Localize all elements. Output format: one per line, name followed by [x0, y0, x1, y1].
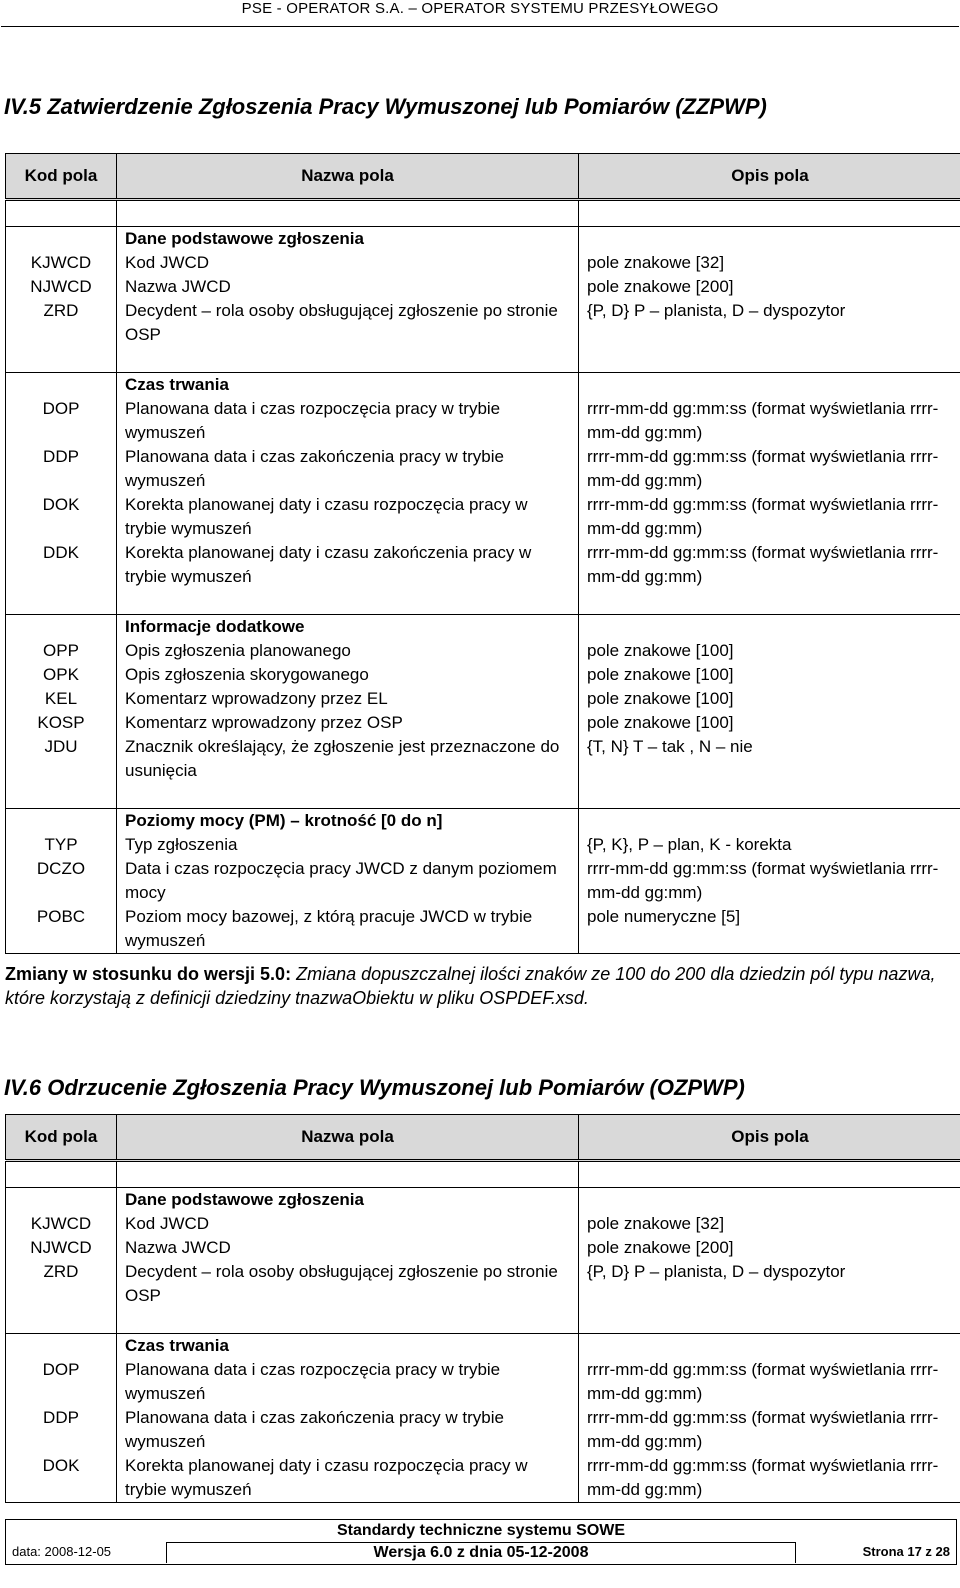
header-opis-pola: Opis pola: [579, 154, 960, 200]
spacer-cell: [6, 200, 117, 227]
field-code: ZRD: [6, 1260, 117, 1308]
field-code: DOK: [6, 1454, 117, 1503]
field-description: {T, N} T – tak , N – nie: [579, 735, 960, 783]
running-header: PSE - OPERATOR S.A. – OPERATOR SYSTEMU PRZESYŁOWEGO: [1, 0, 959, 27]
group-label: Informacje dodatkowe: [117, 615, 579, 640]
table-row: [6, 711, 960, 735]
changes-label: Zmiany w stosunku do wersji 5.0:: [5, 964, 292, 984]
field-code: ZRD: [6, 299, 117, 347]
spacer-cell: [117, 1308, 579, 1334]
table-row: [6, 905, 960, 954]
field-description: pole numeryczne [5]: [579, 905, 960, 954]
field-description: rrrr-mm-dd gg:mm:ss (format wyświetlania rrrr-mm-dd gg:mm): [579, 493, 960, 541]
spacer-cell: [579, 783, 960, 809]
empty-cell: [6, 809, 117, 834]
group-label: Dane podstawowe zgłoszenia: [117, 227, 579, 252]
empty-cell: [6, 227, 117, 252]
field-description: {P, D} P – planista, D – dyspozytor: [579, 299, 960, 347]
header-kod-pola: Kod pola: [6, 1115, 117, 1161]
field-description: rrrr-mm-dd gg:mm:ss (format wyświetlania rrrr-mm-dd gg:mm): [579, 857, 960, 905]
field-description: rrrr-mm-dd gg:mm:ss (format wyświetlania rrrr-mm-dd gg:mm): [579, 1406, 960, 1454]
table-row: [6, 275, 960, 299]
field-description: {P, D} P – planista, D – dyspozytor: [579, 1260, 960, 1308]
field-code: DOP: [6, 397, 117, 445]
field-name: Planowana data i czas rozpoczęcia pracy w trybie wymuszeń: [117, 1358, 579, 1406]
field-description: {P, K}, P – plan, K - korekta: [579, 833, 960, 857]
field-name: Korekta planowanej daty i czasu zakończenia pracy w trybie wymuszeń: [117, 541, 579, 589]
table-row: [6, 493, 960, 541]
field-description: pole znakowe [100]: [579, 687, 960, 711]
field-table-zzpwp: [5, 153, 960, 954]
group-label: Dane podstawowe zgłoszenia: [117, 1188, 579, 1213]
table-row: [6, 857, 960, 905]
changes-note: [5, 962, 955, 1010]
table-row: [6, 1358, 960, 1406]
empty-cell: [579, 1334, 960, 1359]
spacer-cell: [579, 1161, 960, 1188]
spacer-cell: [6, 783, 117, 809]
footer-version: Wersja 6.0 z dnia 05-12-2008: [373, 1544, 589, 1561]
field-description: rrrr-mm-dd gg:mm:ss (format wyświetlania rrrr-mm-dd gg:mm): [579, 397, 960, 445]
empty-cell: [579, 1188, 960, 1213]
table-row: [6, 663, 960, 687]
spacer-cell: [117, 783, 579, 809]
header-kod-pola: Kod pola: [6, 154, 117, 200]
group-header-row: [6, 1188, 960, 1213]
field-description: pole znakowe [100]: [579, 711, 960, 735]
spacer-cell: [117, 200, 579, 227]
table-row: [6, 1236, 960, 1260]
table-row: [6, 833, 960, 857]
field-code: DOP: [6, 1358, 117, 1406]
field-name: Komentarz wprowadzony przez OSP: [117, 711, 579, 735]
field-code: NJWCD: [6, 275, 117, 299]
changes-text: Zmiana dopuszczalnej ilości znaków ze 100 do 200 dla dziedzin pól typu nazwa, które korzystają z definicji dziedziny tnazwaObiektu w pliku OSPDEF.xsd.: [5, 964, 936, 1008]
field-name: Nazwa JWCD: [117, 275, 579, 299]
group-header-row: [6, 809, 960, 834]
spacer-row: [6, 1308, 960, 1334]
field-code: OPK: [6, 663, 117, 687]
field-code: DDP: [6, 1406, 117, 1454]
table-row: [6, 251, 960, 275]
field-description: rrrr-mm-dd gg:mm:ss (format wyświetlania rrrr-mm-dd gg:mm): [579, 1454, 960, 1503]
field-name: Kod JWCD: [117, 251, 579, 275]
footer-date: data: 2008-12-05: [12, 1544, 112, 1559]
table-row: [6, 1454, 960, 1503]
field-code: KJWCD: [6, 1212, 117, 1236]
field-code: NJWCD: [6, 1236, 117, 1260]
group-header-row: [6, 373, 960, 398]
field-name: Data i czas rozpoczęcia pracy JWCD z danym poziomem mocy: [117, 857, 579, 905]
field-name: Planowana data i czas zakończenia pracy w trybie wymuszeń: [117, 445, 579, 493]
field-name: Korekta planowanej daty i czasu rozpoczęcia pracy w trybie wymuszeń: [117, 1454, 579, 1503]
spacer-cell: [6, 589, 117, 615]
field-name: Korekta planowanej daty i czasu rozpoczęcia pracy w trybie wymuszeń: [117, 493, 579, 541]
empty-cell: [6, 615, 117, 640]
field-table-ozpwp: [5, 1114, 960, 1503]
table-row: [6, 397, 960, 445]
field-description: pole znakowe [200]: [579, 1236, 960, 1260]
table-row: [6, 541, 960, 589]
spacer-row: [6, 200, 960, 227]
footer-standard: Standardy techniczne systemu SOWE: [336, 1522, 626, 1539]
spacer-cell: [579, 200, 960, 227]
field-name: Planowana data i czas zakończenia pracy w trybie wymuszeń: [117, 1406, 579, 1454]
spacer-cell: [6, 1308, 117, 1334]
empty-cell: [579, 809, 960, 834]
table-row: [6, 687, 960, 711]
group-label: Czas trwania: [117, 373, 579, 398]
field-name: Znacznik określający, że zgłoszenie jest przeznaczone do usunięcia: [117, 735, 579, 783]
spacer-row: [6, 783, 960, 809]
spacer-cell: [117, 347, 579, 373]
table-row: [6, 445, 960, 493]
field-description: rrrr-mm-dd gg:mm:ss (format wyświetlania rrrr-mm-dd gg:mm): [579, 541, 960, 589]
field-name: Opis zgłoszenia skorygowanego: [117, 663, 579, 687]
table-row: [6, 299, 960, 347]
field-description: pole znakowe [32]: [579, 251, 960, 275]
header-opis-pola: Opis pola: [579, 1115, 960, 1161]
field-name: Komentarz wprowadzony przez EL: [117, 687, 579, 711]
field-description: pole znakowe [32]: [579, 1212, 960, 1236]
field-code: DDK: [6, 541, 117, 589]
table-header-row: [6, 154, 960, 200]
field-name: Planowana data i czas rozpoczęcia pracy w trybie wymuszeń: [117, 397, 579, 445]
empty-cell: [579, 615, 960, 640]
field-name: Nazwa JWCD: [117, 1236, 579, 1260]
group-label: Poziomy mocy (PM) – krotność [0 do n]: [117, 809, 579, 834]
group-header-row: [6, 1334, 960, 1359]
table-row: [6, 639, 960, 663]
footer-page-number: Strona 17 z 28: [862, 1544, 950, 1559]
field-code: DCZO: [6, 857, 117, 905]
field-name: Opis zgłoszenia planowanego: [117, 639, 579, 663]
spacer-row: [6, 347, 960, 373]
empty-cell: [579, 227, 960, 252]
group-header-row: [6, 227, 960, 252]
table-header-row: [6, 1115, 960, 1161]
field-code: POBC: [6, 905, 117, 954]
field-code: KJWCD: [6, 251, 117, 275]
field-code: DDP: [6, 445, 117, 493]
field-description: rrrr-mm-dd gg:mm:ss (format wyświetlania rrrr-mm-dd gg:mm): [579, 1358, 960, 1406]
spacer-cell: [579, 589, 960, 615]
field-name: Typ zgłoszenia: [117, 833, 579, 857]
group-label: Czas trwania: [117, 1334, 579, 1359]
field-code: KEL: [6, 687, 117, 711]
header-nazwa-pola: Nazwa pola: [117, 154, 579, 200]
table-row: [6, 1260, 960, 1308]
field-code: DOK: [6, 493, 117, 541]
spacer-row: [6, 589, 960, 615]
spacer-cell: [117, 1161, 579, 1188]
field-code: TYP: [6, 833, 117, 857]
empty-cell: [6, 1334, 117, 1359]
empty-cell: [6, 1188, 117, 1213]
spacer-cell: [579, 1308, 960, 1334]
field-name: Decydent – rola osoby obsługującej zgłoszenie po stronie OSP: [117, 1260, 579, 1308]
field-name: Decydent – rola osoby obsługującej zgłoszenie po stronie OSP: [117, 299, 579, 347]
field-description: pole znakowe [100]: [579, 663, 960, 687]
table-row: [6, 1406, 960, 1454]
field-description: rrrr-mm-dd gg:mm:ss (format wyświetlania rrrr-mm-dd gg:mm): [579, 445, 960, 493]
field-code: JDU: [6, 735, 117, 783]
section-title-iv6: IV.6 Odrzucenie Zgłoszenia Pracy Wymuszonej lub Pomiarów (OZPWP): [4, 1075, 745, 1100]
empty-cell: [579, 373, 960, 398]
spacer-cell: [6, 1161, 117, 1188]
field-code: KOSP: [6, 711, 117, 735]
field-name: Kod JWCD: [117, 1212, 579, 1236]
spacer-cell: [579, 347, 960, 373]
field-name: Poziom mocy bazowej, z którą pracuje JWCD w trybie wymuszeń: [117, 905, 579, 954]
field-description: pole znakowe [200]: [579, 275, 960, 299]
empty-cell: [6, 373, 117, 398]
spacer-cell: [117, 589, 579, 615]
field-code: OPP: [6, 639, 117, 663]
spacer-cell: [6, 347, 117, 373]
header-nazwa-pola: Nazwa pola: [117, 1115, 579, 1161]
spacer-row: [6, 1161, 960, 1188]
group-header-row: [6, 615, 960, 640]
table-row: [6, 735, 960, 783]
table-row: [6, 1212, 960, 1236]
field-description: pole znakowe [100]: [579, 639, 960, 663]
page-footer: [5, 1519, 957, 1565]
section-title-iv5: IV.5 Zatwierdzenie Zgłoszenia Pracy Wymuszonej lub Pomiarów (ZZPWP): [4, 94, 767, 119]
